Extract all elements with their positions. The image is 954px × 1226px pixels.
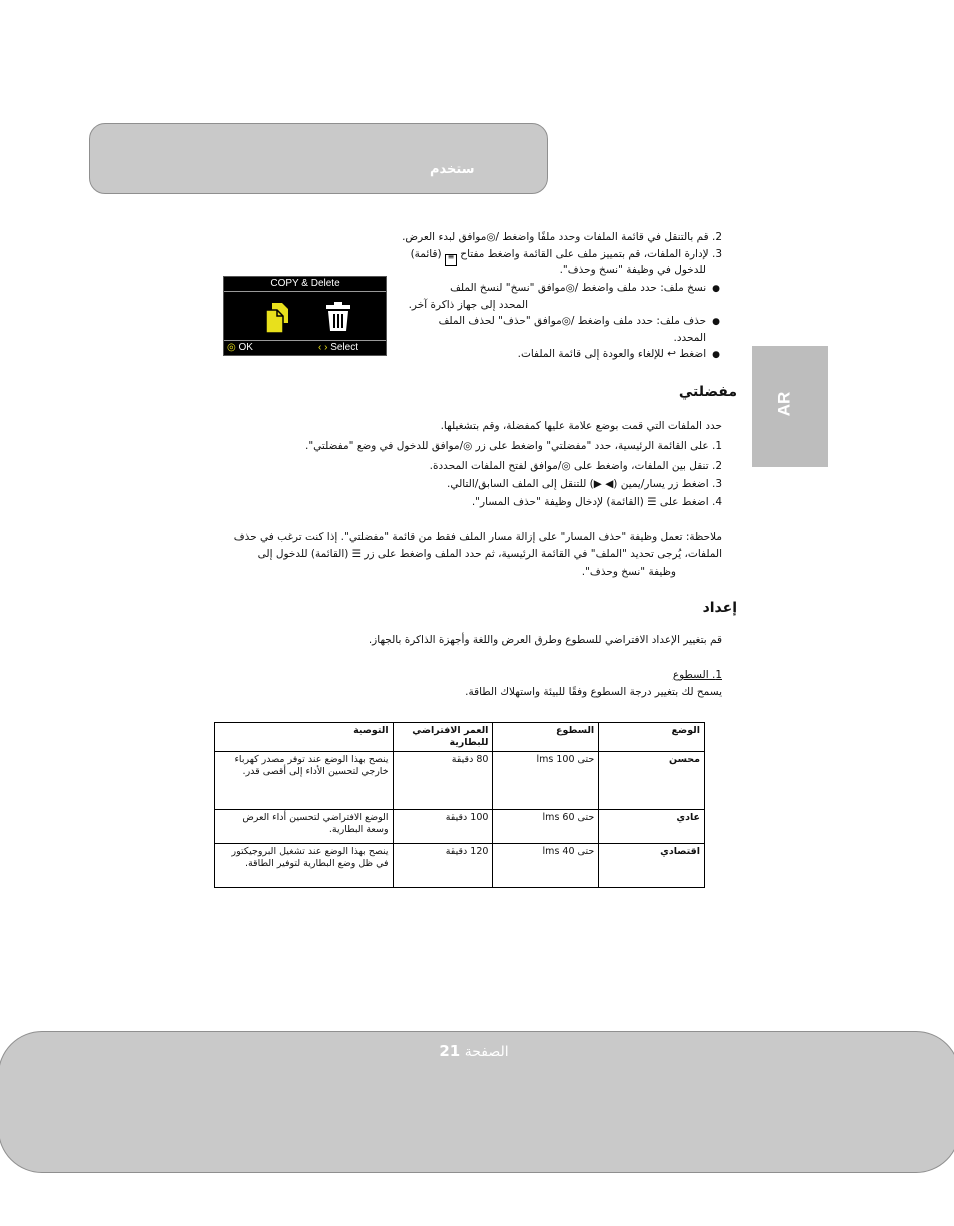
bullet-delete-file-text: حذف ملف: حدد ملف واضغط /◎موافق "حذف" لحذف الملف bbox=[438, 315, 707, 327]
bullet-cancel bbox=[518, 346, 720, 363]
page-label: الصفحة bbox=[464, 1044, 509, 1060]
favorites-heading: مفضلتي bbox=[678, 384, 737, 400]
device-screen-footer bbox=[224, 340, 386, 355]
bullet-copy-file bbox=[450, 280, 720, 297]
page-indicator bbox=[429, 1042, 519, 1060]
table-header-recommendation: التوصية bbox=[215, 723, 394, 752]
favorites-note-line1: ملاحظة: تعمل وظيفة "حذف المسار" على إزالة مسار الملف فقط من قائمة "مفضلتي". إذا كنت ترغب في حذف bbox=[233, 531, 722, 543]
language-tab-label: AR bbox=[774, 391, 794, 417]
device-screen bbox=[223, 276, 387, 356]
language-tab bbox=[752, 346, 828, 467]
copy-step2: 2. قم بالتنقل في قائمة الملفات وحدد ملفًا واضغط /◎موافق لبدء العرض. bbox=[402, 231, 722, 243]
setup-brightness-title: 1. السطوع bbox=[672, 669, 722, 681]
ok-hint bbox=[227, 341, 253, 355]
table-cell-mode: محسن bbox=[599, 752, 705, 810]
table-cell-brightness: حتى 100 lms bbox=[493, 752, 599, 810]
page-number: 21 bbox=[439, 1042, 461, 1060]
favorites-step2: 2. تنقل بين الملفات، واضغط على ◎/موافق لفتح الملفات المحددة. bbox=[429, 460, 722, 472]
table-row bbox=[215, 752, 705, 810]
footer-banner bbox=[0, 1031, 954, 1173]
header-title: ستخدم bbox=[430, 162, 475, 177]
setup-heading: إعداد bbox=[702, 600, 737, 616]
table-header-row bbox=[215, 723, 705, 752]
favorites-step3: 3. اضغط زر يسار/يمين (◀ ▶) للتنقل إلى الملف السابق/التالي. bbox=[446, 478, 722, 490]
table-cell-brightness: حتى 60 lms bbox=[493, 810, 599, 844]
bullet-copy-file-line2: المحدد إلى جهاز ذاكرة آخر. bbox=[408, 299, 528, 311]
table-header-battery-life: العمر الافتراضي للبطارية bbox=[393, 723, 493, 752]
table-row bbox=[215, 844, 705, 888]
table-header-mode: الوضع bbox=[599, 723, 705, 752]
table-cell-recommendation: ينصح بهذا الوضع عند توفر مصدر كهرباء خارجي لتحسين الأداء إلى أقصى قدر. bbox=[215, 752, 394, 810]
favorites-note-line2: الملفات، يُرجى تحديد "الملف" في القائمة الرئيسية، ثم حدد الملف واضغط على زر ☰ (القائمة) للدخول إلى bbox=[257, 548, 722, 560]
table-row bbox=[215, 810, 705, 844]
bullet-delete-file-line2: المحدد. bbox=[673, 332, 706, 344]
table-cell-recommendation: الوضع الافتراضي لتحسين أداء العرض وسعة البطارية. bbox=[215, 810, 394, 844]
copy-step3-menu: (قائمة) bbox=[410, 248, 442, 260]
header-banner bbox=[89, 123, 548, 194]
favorites-step4: 4. اضغط على ☰ (القائمة) لإدخال وظيفة "حذف المسار". bbox=[471, 496, 722, 508]
left-right-arrows-icon: ‹ › bbox=[317, 342, 328, 353]
favorites-note-line3: وظيفة "نسخ وحذف". bbox=[581, 566, 676, 578]
table-cell-recommendation: ينصح بهذا الوضع عند تشغيل البروجيكتور في ظل وضع البطارية لتوفير الطاقة. bbox=[215, 844, 394, 888]
bullet-copy-file-text: نسخ ملف: حدد ملف واضغط /◎موافق "نسخ" لنسخ الملف bbox=[450, 282, 707, 294]
copy-step3-line2: للدخول في وظيفة "نسخ وحذف". bbox=[559, 264, 706, 276]
table-cell-mode: عادي bbox=[599, 810, 705, 844]
table-cell-battery: 120 دقيقة bbox=[393, 844, 493, 888]
menu-icon: ≡ bbox=[445, 254, 457, 266]
favorites-step1: 1. على القائمة الرئيسية، حدد "مفضلتي" واضغط على زر ◎/موافق للدخول في وضع "مفضلتي". bbox=[304, 440, 722, 452]
select-hint bbox=[318, 341, 358, 355]
bullet-cancel-text: اضغط ↩ للإلغاء والعودة إلى قائمة الملفات. bbox=[517, 348, 707, 360]
copy-step3-text: 3. لإدارة الملفات، قم بتمييز ملف على القائمة واضغط مفتاح bbox=[460, 248, 722, 260]
select-label: Select bbox=[330, 342, 358, 353]
setup-intro: قم بتغيير الإعداد الافتراضي للسطوع وطرق العرض واللغة وأجهزة الذاكرة بالجهاز. bbox=[368, 634, 722, 646]
bullet-delete-file bbox=[439, 313, 720, 330]
copy-files-icon bbox=[264, 301, 298, 335]
device-screen-title: COPY & Delete bbox=[224, 277, 386, 292]
setup-brightness-desc: يسمح لك بتغيير درجة السطوع وفقًا للبيئة واستهلاك الطاقة. bbox=[465, 686, 722, 698]
ok-label: OK bbox=[238, 342, 253, 353]
ok-circle-icon: ◎ bbox=[227, 342, 236, 353]
favorites-intro: حدد الملفات التي قمت بوضع علامة عليها كمفضلة، وقم بتشغيلها. bbox=[440, 420, 722, 432]
table-cell-battery: 80 دقيقة bbox=[393, 752, 493, 810]
trash-icon bbox=[324, 301, 352, 333]
table-cell-battery: 100 دقيقة bbox=[393, 810, 493, 844]
table-cell-brightness: حتى 40 lms bbox=[493, 844, 599, 888]
table-header-brightness: السطوع bbox=[493, 723, 599, 752]
brightness-table bbox=[214, 722, 705, 888]
table-cell-mode: اقتصادي bbox=[599, 844, 705, 888]
